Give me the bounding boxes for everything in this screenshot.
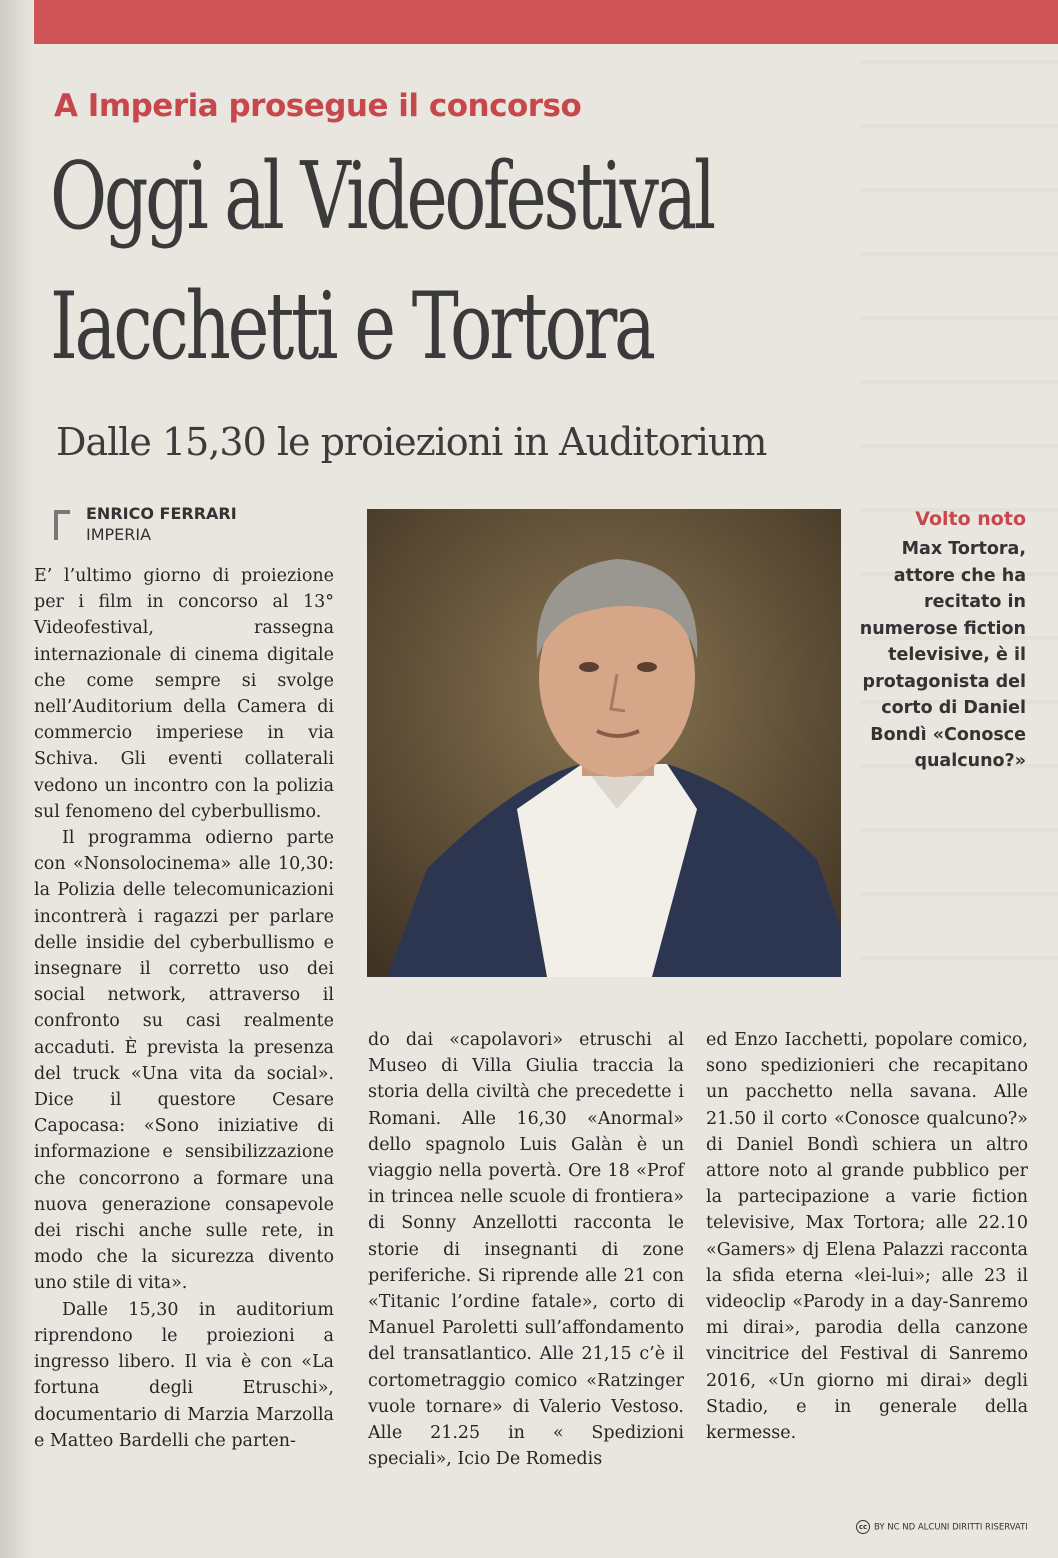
license-text: BY NC ND ALCUNI DIRITTI RISERVATI [874, 1522, 1028, 1533]
byline-author: ENRICO FERRARI [86, 504, 237, 523]
byline-bracket [54, 510, 70, 540]
article-column-1 [34, 563, 334, 1454]
page-fold-shadow [0, 0, 34, 1558]
headline-line-2: Iacchetti e Tortora [50, 272, 653, 381]
article-column-3 [706, 1027, 1028, 1446]
portrait-photo [367, 509, 841, 977]
photo-caption-text: Max Tortora, attore che ha recitato in numerose fiction televisive, è il protagonista del corto di Daniel Bondì «Conosce qualcuno?» [859, 539, 1026, 771]
paragraph-3: Dalle 15,30 in auditorium riprendono le proiezioni a ingresso libero. Il via è con «La fortuna degli Etruschi», documentario di Marzia Marzolla e Matteo Bardelli che parten- [34, 1299, 334, 1451]
paragraph-1: E’ l’ultimo giorno di proiezione per i film in concorso al 13° Videofestival, rassegna internazionale di cinema digitale che come sempre si svolge nell’Auditorium della Camera di commercio imperiese in via Schiva. Gli eventi collaterali vedono un incontro con la polizia sul fenomeno del cyberbullismo. [34, 566, 334, 822]
creative-commons-icon: cc [856, 1520, 870, 1534]
paragraph-2: Il programma odierno parte con «Nonsolocinema» alle 10,30: la Polizia delle telecomunicazioni incontrerà i ragazzi per parlare delle insidie del cyberbullismo e insegnare il corretto uso dei social network, attraverso il confronto su casi realmente accaduti. È prevista la presenza del truck «Una vita da social». Dice il questore Cesare Capocasa: «Sono iniziative di informazione e sensibilizzazione che concorrono a formare una nuova generazione consapevole dei rischi anche sulle rete, in modo che la sicurezza divento uno stile di vita». [34, 828, 334, 1294]
article-column-2 [368, 1027, 684, 1472]
subheadline: Dalle 15,30 le proiezioni in Auditorium [56, 420, 767, 464]
headline-line-1: Oggi al Videofestival [50, 142, 713, 251]
byline-place: IMPERIA [86, 525, 152, 544]
paragraph-3-continued: do dai «capolavori» etruschi al Museo di Villa Giulia traccia la storia della civiltà che precedette i Romani. Alle 16,30 «Anormal» dello spagnolo Luis Galàn è un viaggio nella povertà. Ore 18 «Prof in trincea nelle scuole di frontiera» di Sonny Anzellotti racconta le storie di insegnanti di zone periferiche. Si riprende alle 21 con «Titanic l’ordine fatale», corto di Manuel Paroletti sull’affondamento del transatlantico. Alle 21,15 c’è il cortometraggio comico «Ratzinger vuole tornare» di Valerio Vestoso. Alle 21.25 in « Spedizioni speciali», Icio De Romedis [368, 1030, 684, 1470]
portrait-illustration [367, 509, 841, 977]
photo-caption-title: Volto noto [915, 508, 1026, 530]
bleed-through-decoration [860, 0, 1058, 1000]
license-notice [856, 1520, 1028, 1534]
paragraph-3-end: ed Enzo Iacchetti, popolare comico, sono spedizionieri che recapitano un pacchetto nella savana. Alle 21.50 il corto «Conosce qualcuno?» di Daniel Bondì schiera un altro attore noto al grande pubblico per la partecipazione a varie fiction televisive, Max Tortora; alle 22.10 «Gamers» dj Elena Palazzi racconta la sfida eterna «lei-lui»; alle 23 il videoclip «Parody in a day-Sanremo mi dirai», parodia della canzone vincitrice del Festival di Sanremo 2016, «Un giorno mi dirai» degli Stadio, e in generale della kermesse. [706, 1030, 1028, 1444]
kicker-title: A Imperia prosegue il concorso [54, 88, 582, 124]
